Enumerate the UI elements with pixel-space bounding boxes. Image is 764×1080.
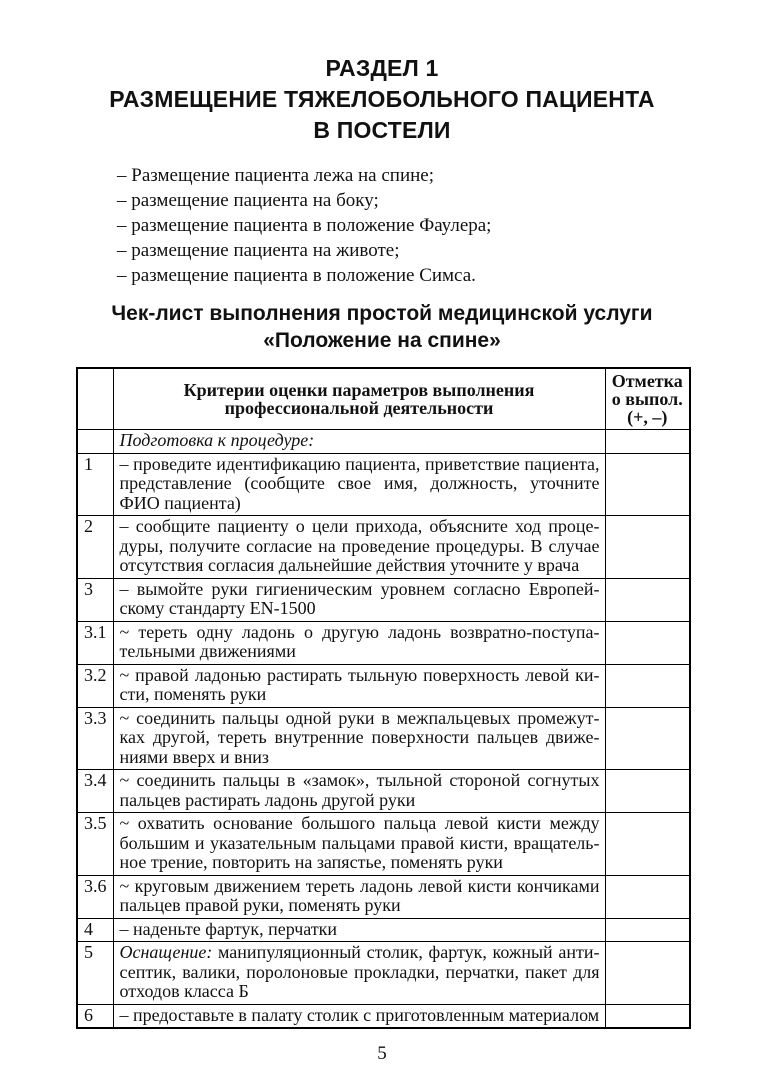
criteria-cell: ~ правой ладонью растирать тыльную поверхность левой кисти, поменять руки (113, 664, 605, 707)
section-title-line-1: РАЗДЕЛ 1 (325, 55, 439, 81)
row-number-cell: 3.2 (77, 664, 113, 707)
header-mark-line-3: (+, –) (627, 407, 668, 427)
criteria-cell: – проведите идентификацию пациента, приветствие пациента, представление (сообщите свое имя, должность, уточните ФИО пациента) (113, 453, 605, 516)
criteria-italic-lead: Подготовка к процедуре: (119, 430, 315, 450)
checklist-title-line-2: «Положение на спине» (263, 329, 501, 352)
table-row (77, 516, 690, 579)
row-number-cell: 3.5 (77, 813, 113, 876)
intro-list-item: – размещение пациента на животе; (117, 240, 400, 261)
criteria-cell: ~ соединить пальцы одной руки в межпальцевых промежутках другой, тереть внутренние поверхности пальцев движениями вверх и вниз (113, 707, 605, 770)
table-row (77, 664, 690, 707)
mark-cell (605, 770, 690, 813)
table-row (77, 621, 690, 664)
row-number-cell: 4 (77, 918, 113, 942)
criteria-cell: ~ тереть одну ладонь о другую ладонь возвратно-поступательными движениями (113, 621, 605, 664)
criteria-cell: – предоставьте в палату столик с приготовленным материалом (113, 1004, 605, 1028)
mark-cell (605, 942, 690, 1005)
checklist-title (0, 300, 764, 354)
section-title (0, 0, 764, 146)
intro-list-item: – размещение пациента на боку; (117, 190, 379, 211)
checklist-title-line-1: Чек-лист выполнения простой медицинской услуги (111, 302, 653, 325)
row-number-cell: 3 (77, 578, 113, 621)
criteria-cell: ~ круговым движением тереть ладонь левой кисти кончиками пальцев правой руки, поменять руки (113, 875, 605, 918)
section-title-line-3: В ПОСТЕЛИ (313, 117, 451, 143)
table-row (77, 918, 690, 942)
table-row (77, 770, 690, 813)
table-row (77, 578, 690, 621)
table-row (77, 813, 690, 876)
table-row (77, 430, 690, 454)
criteria-italic-lead: Оснащение: (119, 942, 213, 962)
mark-cell (605, 813, 690, 876)
mark-cell (605, 516, 690, 579)
page-number: 5 (377, 1043, 387, 1064)
row-number-cell: 1 (77, 453, 113, 516)
mark-cell (605, 578, 690, 621)
mark-cell (605, 621, 690, 664)
criteria-cell: – сообщите пациенту о цели прихода, объясните ход процедуры, получите согласие на проведение процедуры. В случае отсутствия согласия дальнейшие действия уточните у врача (113, 516, 605, 579)
header-mark-line-1: Отметка (611, 371, 683, 391)
section-title-line-2: РАЗМЕЩЕНИЕ ТЯЖЕЛОБОЛЬНОГО ПАЦИЕНТА (109, 86, 655, 112)
row-number-cell: 2 (77, 516, 113, 579)
intro-list-item: – Размещение пациента лежа на спине; (117, 165, 435, 186)
mark-cell (605, 918, 690, 942)
mark-cell (605, 707, 690, 770)
intro-list-item: – размещение пациента в положение Фаулера; (117, 215, 492, 236)
criteria-cell: ~ охватить основание большого пальца левой кисти между большим и указательным пальцами правой кисти, вращательное трение, повторить на запястье, поменять руки (113, 813, 605, 876)
intro-list (117, 163, 724, 288)
criteria-cell: Оснащение: манипуляционный столик, фартук, кожный антисептик, валики, поролоновые прокладки, перчатки, пакет для отходов класса Б (113, 942, 605, 1005)
intro-list-item: – размещение пациента в положение Симса. (117, 265, 476, 286)
header-criteria-line-2: профессиональной деятельности (224, 398, 494, 418)
header-mark-line-2: о выпол. (611, 389, 683, 409)
mark-cell (605, 664, 690, 707)
mark-cell (605, 453, 690, 516)
header-criteria-cell (113, 368, 605, 430)
header-criteria-line-1: Критерии оценки параметров выполнения (183, 380, 535, 400)
table-row (77, 453, 690, 516)
mark-cell (605, 875, 690, 918)
table-row (77, 1004, 690, 1028)
row-number-cell: 5 (77, 942, 113, 1005)
mark-cell (605, 1004, 690, 1028)
criteria-cell: ~ соединить пальцы в «замок», тыльной стороной согнутых пальцев растирать ладонь другой руки (113, 770, 605, 813)
row-number-cell: 3.6 (77, 875, 113, 918)
table-row (77, 875, 690, 918)
row-number-cell: 3.3 (77, 707, 113, 770)
row-number-cell: 3.1 (77, 621, 113, 664)
criteria-cell (113, 430, 605, 454)
header-number-cell (77, 368, 113, 430)
table-row (77, 942, 690, 1005)
row-number-cell: 6 (77, 1004, 113, 1028)
row-number-cell: 3.4 (77, 770, 113, 813)
criteria-cell: – вымойте руки гигиеническим уровнем согласно Европейскому стандарту EN-1500 (113, 578, 605, 621)
criteria-cell: – наденьте фартук, перчатки (113, 918, 605, 942)
table-row (77, 707, 690, 770)
mark-cell (605, 430, 690, 454)
row-number-cell (77, 430, 113, 454)
table-header-row (77, 368, 690, 430)
checklist-table (76, 367, 691, 1029)
header-mark-cell (605, 368, 690, 430)
